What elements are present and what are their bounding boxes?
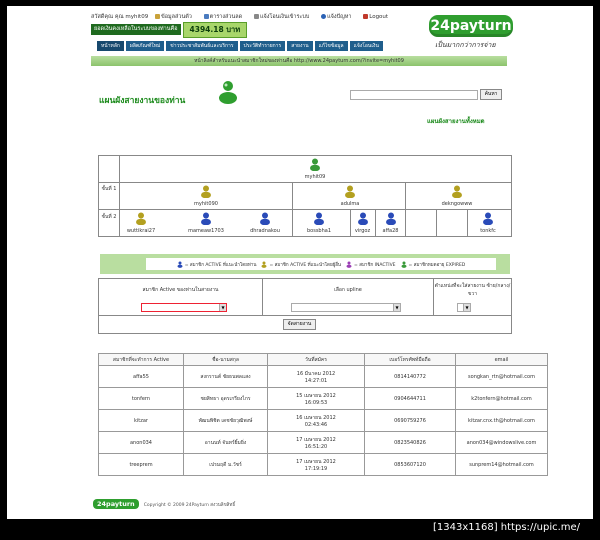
col-name: ชื่อ-นามสกุล bbox=[184, 354, 268, 366]
brand-tagline: เป็นมากกว่าการจ่าย bbox=[435, 41, 496, 49]
tree-node-l1-3[interactable]: dekngowww bbox=[437, 185, 477, 207]
cell-phone: 0814140772 bbox=[365, 366, 456, 388]
legend-item-active-own: = สมาชิก ACTIVE ที่แนะนำโดยท่าน bbox=[177, 261, 257, 268]
member-green-icon bbox=[309, 158, 321, 171]
brand-logo[interactable]: 24payturn bbox=[429, 15, 513, 37]
member-blue-icon bbox=[313, 212, 325, 225]
cell-email: kitzar.cnx.th@hotmail.com bbox=[456, 410, 548, 432]
tree-node-l2-2[interactable]: mameaw1703 bbox=[186, 212, 226, 234]
nav-edit-profile[interactable]: แก้ไขข้อมูล bbox=[315, 41, 348, 51]
member-select[interactable] bbox=[141, 303, 227, 312]
cell-email: songkan_rtn@hotmail.com bbox=[456, 366, 548, 388]
tree-node-l2-4[interactable]: bossbha1 bbox=[299, 212, 339, 234]
member-blue-icon bbox=[385, 212, 397, 225]
member-yellow-icon bbox=[135, 212, 147, 225]
tree-node-l2-5[interactable]: virgoz bbox=[350, 212, 375, 234]
nav-new-products[interactable]: ผลิตภัณฑ์ใหม่ bbox=[126, 41, 164, 51]
nav-home[interactable]: หน้าหลัก bbox=[97, 41, 124, 51]
legend-item-expired: = สมาชิกหมดอายุ EXPIRED bbox=[401, 261, 466, 268]
cell-name: สงกรานต์ ชัยธนพลแสง bbox=[184, 366, 268, 388]
footer-copyright: Copyright © 2009 24Payturn สงวนลิขสิทธิ์ bbox=[143, 502, 236, 508]
member-yellow-icon bbox=[451, 185, 463, 198]
legend-item-inactive: = สมาชิก INACTIVE bbox=[346, 261, 395, 268]
tree-node-l1-2[interactable]: adulma bbox=[330, 185, 370, 207]
link-problem[interactable]: แจ้งปัญหา bbox=[321, 14, 356, 20]
cell-date: 16 เมษายน 2012 02:43:46 bbox=[268, 410, 365, 432]
user-icon bbox=[155, 14, 160, 19]
cell-email: anon034@windowslive.com bbox=[456, 432, 548, 454]
cell-name: เปรมฤดี ม.วัชร์ bbox=[184, 454, 268, 476]
member-yellow-icon bbox=[261, 261, 267, 268]
link-discount[interactable]: ตารางส่วนลด bbox=[204, 14, 248, 20]
cell-user[interactable]: tonfern bbox=[99, 388, 184, 410]
user-bar bbox=[91, 13, 398, 21]
cell-name: พัฒนพิชิต เดชชัยวุฒิพงษ์ bbox=[184, 410, 268, 432]
table-icon bbox=[204, 14, 209, 19]
level-2-label: ชั้นที่ 2 bbox=[101, 214, 117, 220]
tree-node-l1-1[interactable]: myhit090 bbox=[186, 185, 226, 207]
link-profile[interactable]: ข้อมูลส่วนตัว bbox=[155, 14, 197, 20]
cell-user[interactable]: anon034 bbox=[99, 432, 184, 454]
balance-label: ยอดเงินคงเหลือในระบบของท่านคือ bbox=[91, 24, 181, 35]
table-row bbox=[99, 410, 548, 432]
member-blue-icon bbox=[259, 212, 271, 225]
money-icon bbox=[254, 14, 259, 19]
form-header-position: ตำแหน่งที่จะใส่สายงาน ซ้าย/กลาง/ขวา bbox=[434, 283, 511, 297]
logout-icon bbox=[363, 14, 368, 19]
page-title: แผนผังสายงานของท่าน bbox=[99, 96, 186, 106]
form-header-upline: เลือก upline bbox=[334, 287, 362, 293]
table-header-row bbox=[99, 354, 548, 366]
cell-phone: 0690759276 bbox=[365, 410, 456, 432]
member-blue-icon bbox=[200, 212, 212, 225]
link-transfer[interactable]: แจ้งโอนเงินเข้าระบบ bbox=[254, 14, 314, 20]
tree-node-l2-6[interactable]: affa28 bbox=[376, 212, 405, 234]
cell-phone: 0904644711 bbox=[365, 388, 456, 410]
tree-node-root[interactable]: myhit09 bbox=[295, 158, 335, 180]
table-row bbox=[99, 454, 548, 476]
link-logout[interactable]: Logout bbox=[363, 14, 393, 20]
help-icon bbox=[321, 14, 326, 19]
position-select[interactable] bbox=[457, 303, 471, 312]
member-yellow-icon bbox=[200, 185, 212, 198]
main-nav bbox=[97, 41, 383, 51]
referral-bar: หน้าลิงค์สำหรับแนะนำสมาชิกใหม่ของท่านคือ http://www.24payturn.com/?invite=myhit09 bbox=[91, 56, 507, 66]
cell-user[interactable]: kitzar bbox=[99, 410, 184, 432]
table-row bbox=[99, 366, 548, 388]
cell-date: 16 มีนาคม 2012 14:27:01 bbox=[268, 366, 365, 388]
header bbox=[7, 6, 593, 58]
member-blue-icon bbox=[357, 212, 369, 225]
col-phone: เบอร์โทรศัพท์มือถือ bbox=[365, 354, 456, 366]
chevron-down-icon: ▼ bbox=[393, 304, 400, 311]
cell-user[interactable]: affa55 bbox=[99, 366, 184, 388]
col-email: email bbox=[456, 354, 548, 366]
legend-box bbox=[100, 254, 510, 274]
legend bbox=[146, 258, 496, 270]
cell-email: k2tonfern@hotmail.com bbox=[456, 388, 548, 410]
cell-name: ชยสิทธา อุดรเกรียงไกร bbox=[184, 388, 268, 410]
col-date: วันที่สมัคร bbox=[268, 354, 365, 366]
upline-select[interactable] bbox=[291, 303, 401, 312]
search-button[interactable]: ค้นหา bbox=[480, 89, 502, 100]
submit-placement-button[interactable]: จัดสายงาน bbox=[283, 319, 316, 330]
form-header-member: สมาชิก Active ของท่านในสายงาน bbox=[142, 287, 219, 293]
page bbox=[7, 6, 593, 519]
table-row bbox=[99, 388, 548, 410]
cell-date: 17 เมษายน 2012 17:19:19 bbox=[268, 454, 365, 476]
chevron-down-icon: ▼ bbox=[463, 304, 470, 311]
image-watermark: [1343x1168] https://upic.me/ bbox=[433, 522, 581, 533]
member-purple-icon bbox=[346, 261, 352, 268]
cell-date: 15 เมษายน 2012 16:09:53 bbox=[268, 388, 365, 410]
members-table bbox=[98, 353, 548, 476]
member-blue-icon bbox=[177, 261, 183, 268]
search-input[interactable] bbox=[350, 90, 478, 100]
legend-item-active-other: = สมาชิก ACTIVE ที่แนะนำโดยผู้อื่น bbox=[261, 261, 341, 268]
member-avatar-icon bbox=[217, 80, 239, 104]
cell-name: อานนท์ จันทร์ยิ้มยิ่ง bbox=[184, 432, 268, 454]
tree-node-l2-1[interactable]: wuttikrai27 bbox=[123, 212, 159, 234]
nav-news[interactable]: ข่าวประชาสัมพันธ์และบริการ bbox=[166, 41, 237, 51]
balance-box bbox=[91, 24, 247, 35]
cell-phone: 0853607120 bbox=[365, 454, 456, 476]
member-green-icon bbox=[401, 261, 407, 268]
cell-email: sunprem14@hotmail.com bbox=[456, 454, 548, 476]
tree-node-l2-3[interactable]: dhradnakou bbox=[245, 212, 285, 234]
chevron-down-icon: ▼ bbox=[219, 304, 226, 311]
col-user: สมาชิกที่จะทำการ Active bbox=[99, 354, 184, 366]
view-all-network-link[interactable]: แผนผังสายงานทั้งหมด bbox=[427, 118, 485, 125]
footer-logo[interactable]: 24payturn bbox=[93, 499, 139, 509]
member-blue-icon bbox=[482, 212, 494, 225]
tree-node-l2-7[interactable] bbox=[406, 212, 436, 213]
footer bbox=[93, 499, 235, 509]
nav-history[interactable]: ประวัติทำรายการ bbox=[240, 41, 286, 51]
tree-node-l2-8[interactable]: tonkfc bbox=[468, 212, 508, 234]
welcome-text: สวัสดีคุณ คุณ myhit09 bbox=[91, 14, 149, 20]
cell-date: 17 เมษายน 2012 16:51:20 bbox=[268, 432, 365, 454]
table-row bbox=[99, 432, 548, 454]
nav-transfer[interactable]: แจ้งโอนเงิน bbox=[350, 41, 383, 51]
balance-value: 4394.18 บาท bbox=[183, 22, 248, 38]
nav-network[interactable]: สายงาน bbox=[287, 41, 312, 51]
network-tree bbox=[98, 155, 512, 237]
cell-user[interactable]: treeprem bbox=[99, 454, 184, 476]
level-1-label: ชั้นที่ 1 bbox=[101, 186, 117, 192]
cell-phone: 0823540826 bbox=[365, 432, 456, 454]
member-yellow-icon bbox=[344, 185, 356, 198]
